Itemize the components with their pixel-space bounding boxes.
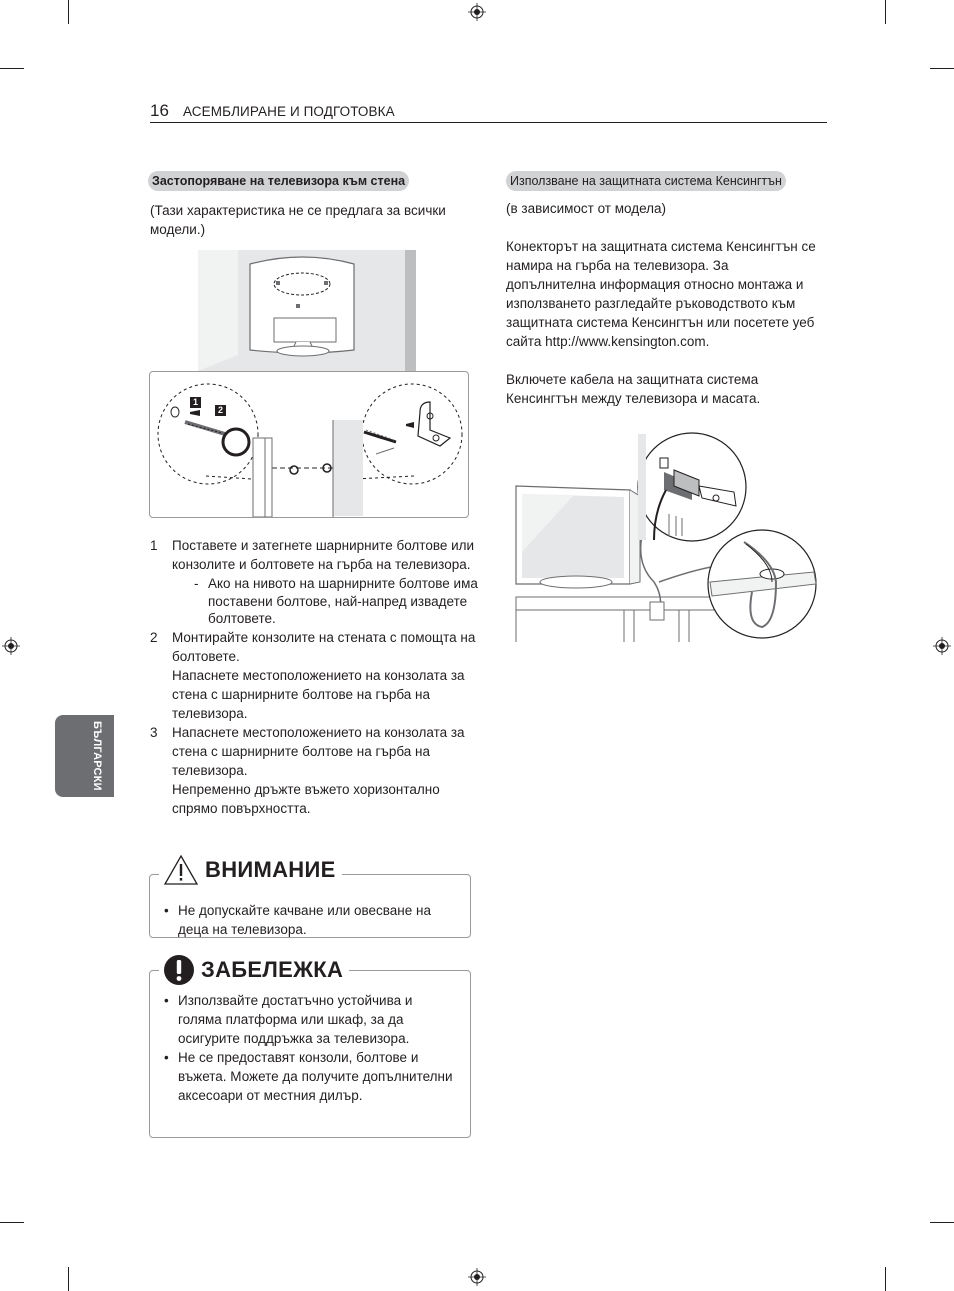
crop-mark xyxy=(0,1222,24,1223)
registration-mark-icon xyxy=(933,637,951,655)
step-text: Поставете и затегнете шарнирните болтове или конзолите и болтовете на гърба на телевизора. xyxy=(172,538,475,572)
list-item xyxy=(150,536,480,628)
note-text: Не се предоставят конзоли, болтове и въжета. Можете да получите допълнителни аксесоари от местния дилър. xyxy=(178,1050,453,1103)
caution-list xyxy=(162,901,454,939)
warning-triangle-icon xyxy=(163,854,199,886)
step-subitem-text: Ако на нивото на шарнирните болтове има поставени болтове, най-напред извадете болтовете. xyxy=(208,576,478,626)
note-header xyxy=(159,952,349,988)
page-number: 16 xyxy=(150,101,169,120)
bracket-detail-figure xyxy=(149,371,469,518)
wall-mount-note: (Тази характеристика не се предлага за всички модели.) xyxy=(150,203,446,237)
crop-mark xyxy=(885,0,886,24)
note-list xyxy=(162,991,454,1105)
dash-marker: - xyxy=(194,576,199,591)
caution-header xyxy=(159,852,342,888)
language-side-tab xyxy=(55,715,114,797)
kensington-lock-illustration xyxy=(514,432,820,644)
kensington-heading: Използване на защитната система Кенсингтън xyxy=(506,171,786,191)
list-item: • Не се предоставят конзоли, болтове и въжета. Можете да получите допълнителни аксесоари от местния дилър. xyxy=(164,1050,453,1103)
caution-title: ВНИМАНИЕ xyxy=(205,857,336,882)
figure-label-1: 1 xyxy=(190,397,201,408)
wall-mount-steps xyxy=(150,536,480,818)
figure-label-2: 2 xyxy=(215,405,226,416)
step-extra-text: Напаснете местоположението на конзолата за стена с шарнирните болтове на гърба на телевизора. xyxy=(172,667,465,721)
kensington-paragraph-2: Включете кабела на защитната система Кенсингтън между телевизора и масата. xyxy=(506,372,761,406)
step-text: Напаснете местоположението на конзолата за стена с шарнирните болтове на гърба на телевизора. xyxy=(172,724,465,778)
language-label: БЪЛГАРСКИ xyxy=(91,721,103,791)
list-item xyxy=(150,628,480,723)
crop-mark xyxy=(930,1222,954,1223)
step-extra-text: Непременно дръжте въжето хоризонтално спрямо повърхността. xyxy=(172,781,440,816)
step-number: 3 xyxy=(150,724,158,740)
step-text: Монтирайте конзолите на стената с помощта на болтовете. xyxy=(172,629,476,664)
crop-mark xyxy=(68,1267,69,1291)
crop-mark xyxy=(885,1267,886,1291)
note-box xyxy=(149,970,471,1138)
section-title: АСЕМБЛИРАНЕ И ПОДГОТОВКА xyxy=(183,104,395,119)
step-subitem xyxy=(172,575,480,628)
step-number: 1 xyxy=(150,538,158,553)
list-item xyxy=(150,723,480,818)
list-item: • Използвайте достатъчно устойчива и голяма платформа или шкаф, за да осигурите поддръжка за телевизора. xyxy=(164,993,413,1046)
registration-mark-icon xyxy=(468,3,486,21)
step-number: 2 xyxy=(150,629,158,645)
header-rule xyxy=(150,122,827,123)
kensington-model-note: (в зависимост от модела) xyxy=(506,201,667,216)
list-item: • Не допускайте качване или овесване на деца на телевизора. xyxy=(164,903,431,937)
registration-mark-icon xyxy=(2,637,20,655)
wall-mount-heading: Застопоряване на телевизора към стена xyxy=(148,171,409,191)
note-title: ЗАБЕЛЕЖКА xyxy=(201,957,344,982)
note-text: Използвайте достатъчно устойчива и голяма платформа или шкаф, за да осигурите поддръжка за телевизора. xyxy=(178,993,413,1046)
tv-back-wall-illustration xyxy=(198,250,416,371)
registration-mark-icon xyxy=(468,1268,486,1286)
kensington-paragraph-1: Конекторът на защитната система Кенсингтън се намира на гърба на телевизора. За допълнителна информация относно монтажа и използването разгледайте ръководството към защитната система Кенсингтън или посетете уеб сайта http://www.kensington.com. xyxy=(506,239,816,349)
crop-mark xyxy=(0,68,24,69)
crop-mark xyxy=(930,68,954,69)
caution-text: Не допускайте качване или овесване на деца на телевизора. xyxy=(178,903,431,937)
exclamation-circle-icon xyxy=(163,954,195,986)
crop-mark xyxy=(68,0,69,24)
